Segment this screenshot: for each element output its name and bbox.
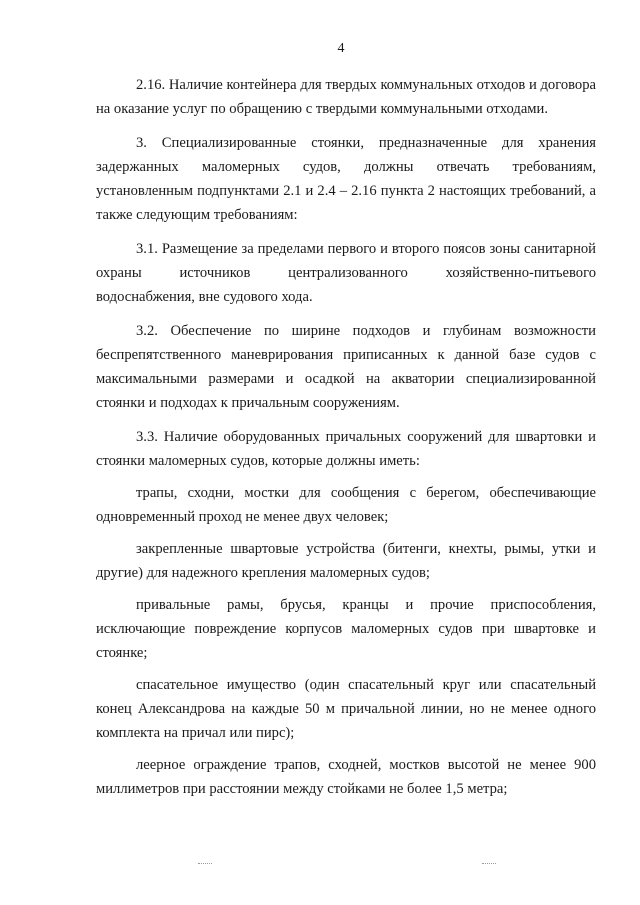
paragraph-3-2: 3.2. Обеспечение по ширине подходов и глубинам возможности беспрепятственного маневрирования приписанных к данной базе судов с максимальными размерами и осадкой на акватории специализированной стоянки и подходах к причальным сооружениям.: [96, 323, 596, 411]
scan-mark: [482, 863, 496, 864]
paragraph-3-1: 3.1. Размещение за пределами первого и второго поясов зоны санитарной охраны источников централизованного хозяйственно-питьевого водоснабжения, вне судового хода.: [96, 241, 596, 305]
list-item-rescue-equipment: спасательное имущество (один спасательный круг или спасательный конец Александрова на каждые 50 м причальной линии, но не менее одного комплекта на причал или пирс);: [96, 677, 596, 741]
page-number: 4: [337, 41, 345, 56]
list-item-fenders: привальные рамы, брусья, кранцы и прочие приспособления, исключающие повреждение корпусов маломерных судов при швартовке и стоянке;: [96, 597, 596, 661]
paragraph-2-16: 2.16. Наличие контейнера для твердых коммунальных отходов и договора на оказание услуг по обращению с твердыми коммунальными отходами.: [96, 77, 596, 117]
list-item-gangways: трапы, сходни, мостки для сообщения с берегом, обеспечивающие одновременный проход не менее двух человек;: [96, 485, 596, 525]
scan-mark: [198, 863, 212, 864]
list-item-mooring-devices: закрепленные швартовые устройства (битенги, кнехты, рымы, утки и другие) для надежного крепления маломерных судов;: [96, 541, 596, 581]
paragraph-3-3: 3.3. Наличие оборудованных причальных сооружений для швартовки и стоянки маломерных судов, которые должны иметь:: [96, 429, 596, 469]
list-item-railing: леерное ограждение трапов, сходней, мостков высотой не менее 900 миллиметров при расстоянии между стойками не более 1,5 метра;: [96, 757, 596, 797]
scan-marks: [0, 863, 640, 869]
paragraph-3: 3. Специализированные стоянки, предназначенные для хранения задержанных маломерных судов, должны отвечать требованиям, установленным подпунктами 2.1 и 2.4 – 2.16 пункта 2 настоящих требований, а также следующим требованиям:: [96, 135, 596, 223]
